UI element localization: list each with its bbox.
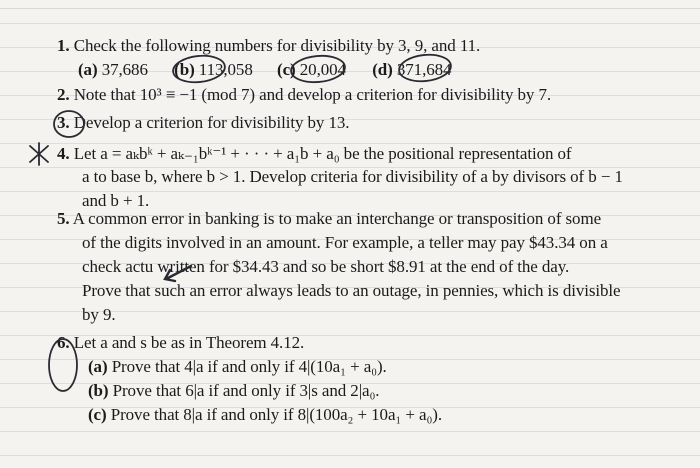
exercise-2 [57,84,551,106]
part-value: 20,004 [299,60,346,79]
part-label: (a) [88,357,108,376]
exercise-6-part-c [88,404,442,426]
star-exercise-4 [30,143,48,165]
exercise-number: 3. [57,113,70,132]
exercise-text: Develop a criterion for divisibility by 13. [73,113,350,132]
exercise-5-line-4: Prove that such an error always leads to an outage, in pennies, which is divisible [82,281,621,300]
exercise-3 [57,112,349,134]
exercise-1 [57,35,480,57]
exercise-number: 6. [57,333,70,352]
part-value: 113,058 [198,60,253,79]
exercise-4-line-3: and b + 1. [82,191,150,210]
part-text: Prove that 4|a if and only if 4|(10a₁ + a₀). [111,357,387,376]
exercise-6-part-a [88,356,387,378]
part-label: (a) [78,60,98,79]
exercise-text-line: Let a = aₖbᵏ + aₖ₋₁bᵏ⁻¹ + · · · + a₁b + a₀ be the positional representation of [73,144,572,163]
exercise-number: 2. [57,85,70,104]
exercise-number: 5. [57,209,70,228]
exercise-text: Let a and s be as in Theorem 4.12. [73,333,305,352]
part-label: (b) [174,60,195,79]
part-label: (c) [277,60,296,79]
part-label: (b) [88,381,109,400]
exercise-5-line-5: by 9. [82,305,116,324]
part-value: 371,684 [396,60,452,79]
exercise-6-part-b [88,380,379,402]
exercise-6 [57,332,304,354]
exercise-text-line: A common error in banking is to make an interchange or transposition of some [72,209,602,228]
exercise-number: 4. [57,144,70,163]
part-text: Prove that 6|a if and only if 3|s and 2|a₀. [112,381,380,400]
exercise-text: Check the following numbers for divisibility by 3, 9, and 11. [73,36,481,55]
exercise-4 [57,143,572,165]
part-label: (d) [372,60,393,79]
part-value: 37,686 [101,60,148,79]
exercise-5 [57,208,601,230]
exercise-5-line-3: check actu written for $34.43 and so be short $8.91 at the end of the day. [82,257,570,276]
exercise-1-parts [78,59,451,81]
exercise-number: 1. [57,36,70,55]
part-text: Prove that 8|a if and only if 8|(100a₂ + 10a₁ + a₀). [110,405,442,424]
part-label: (c) [88,405,107,424]
exercise-text: Note that 10³ ≡ −1 (mod 7) and develop a criterion for divisibility by 7. [73,85,552,104]
ruled-line [0,8,700,9]
exercise-4-line-2: a to base b, where b > 1. Develop criteria for divisibility of a by divisors of b − 1 [82,167,623,186]
exercise-5-line-2: of the digits involved in an amount. For example, a teller may pay $43.34 on a [82,233,608,252]
